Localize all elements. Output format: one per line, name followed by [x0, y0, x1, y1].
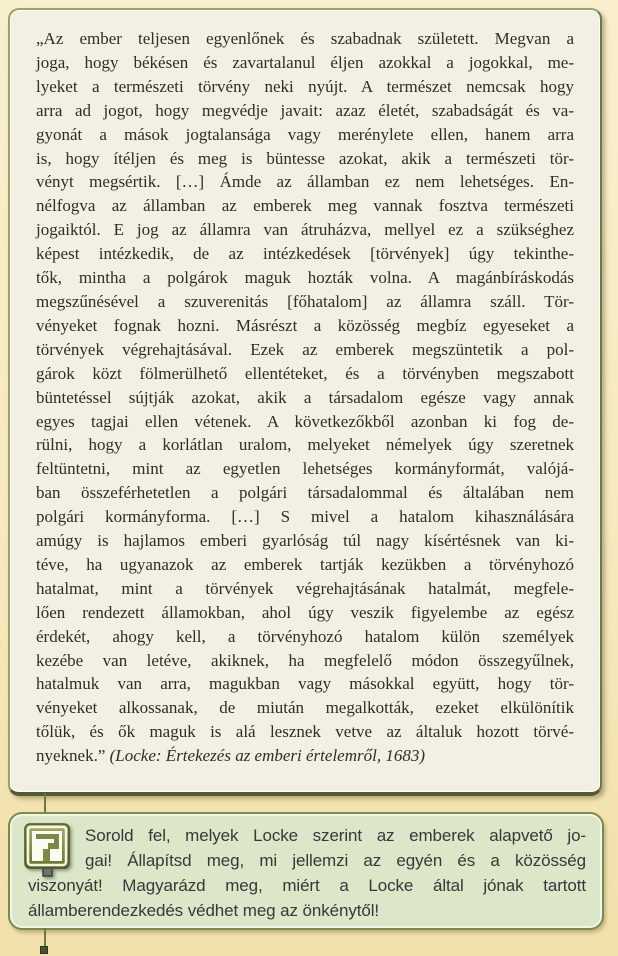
task-line: Sorold fel, melyek Locke szerint az emberek alapvető jo-	[85, 826, 586, 845]
quote-line: ban összeférhetetlen a polgári társadalommal és általában nem	[36, 483, 574, 503]
quote-line: feltüntetni, mint az egyetlen lehetséges kormányformát, valójá-	[36, 459, 574, 479]
quote-last-line	[36, 744, 574, 768]
quote-line: gárok közt fölmerülhető ellentéteket, és a törvényben megszabott	[36, 363, 574, 383]
quote-citation: (Locke: Értekezés az emberi értelemről, 1683)	[109, 746, 425, 766]
quote-line: lően rendezett államokban, ahol úgy veszik figyelembe az egész	[36, 602, 574, 622]
task-box	[8, 812, 604, 930]
connector-line-bottom	[44, 928, 46, 948]
quote-box	[8, 8, 602, 796]
quote-line: kezébe van letéve, akiknek, ha megfelelő módon összegyűlnek,	[36, 650, 574, 670]
task-line: viszonyát! Magyarázd meg, miért a Locke által jónak tartott	[28, 876, 586, 895]
quote-end: nyeknek.”	[36, 746, 110, 766]
quote-text	[36, 27, 574, 744]
quote-line: tőlük, és ők maguk is alá lesznek vetve az általuk hozott törvé-	[36, 722, 574, 742]
quote-line: hatalmuk van arra, magukban vagy másokkal együtt, hogy tör-	[36, 674, 574, 694]
task-line: államberendezkedés védhet meg az önkénytől!	[28, 901, 380, 920]
task-line: gai! Állapítsd meg, mi jellemzi az egyén és a közösség	[85, 851, 586, 870]
question-mark-icon	[24, 823, 72, 877]
quote-line: nélfogva az államban az emberek meg vannak fosztva természeti	[36, 196, 574, 216]
quote-line: tők, mintha a polgárok maguk hozták volna. A magánbíráskodás	[36, 268, 574, 288]
quote-line: büntetéssel sújtják azokat, akik a társadalom egésze vagy annak	[36, 387, 574, 407]
quote-line: vényt megsértik. […] Ámde az államban ez nem lehetséges. En-	[36, 172, 574, 192]
quote-line: jogaiktól. E jog az államra van átruházva, mellyel ez a szükséghez	[36, 220, 574, 240]
quote-line: képest intézkedik, de az intézkedések [törvények] úgy tekinthe-	[36, 244, 574, 264]
quote-line: téve, ha ugyanazok az emberek tartják kezükben a törvényhozó	[36, 554, 574, 574]
quote-line: lyeket a természeti törvény neki nyújt. A természet nemcsak hogy	[36, 76, 574, 96]
quote-line: is, hogy ítéljen és meg is büntesse azokat, akik a természeti tör-	[36, 148, 574, 168]
quote-line: amúgy is hajlamos emberi gyarlóság túl nagy kísértésnek van ki-	[36, 531, 574, 551]
quote-line: arra ad jogot, hogy megvédje javait: azaz életét, szabadságát és va-	[36, 100, 574, 120]
quote-line: joga, hogy békésen és zavartalanul éljen azokkal a jogokkal, me-	[36, 52, 574, 72]
quote-line: érdekét, ahogy kell, a törvényhozó hatalom külön személyek	[36, 626, 574, 646]
connector-dot	[40, 946, 48, 954]
quote-line: hatalmat, mint a törvények végrehajtásának hatalmát, megfele-	[36, 578, 574, 598]
quote-line: gyonát a mások jogtalansága vagy merénylete ellen, hanem arra	[36, 124, 574, 144]
quote-line: polgári kormányforma. […] S mivel a hatalom kihasználására	[36, 507, 574, 527]
quote-line: vényeket alkossanak, de miután megalkották, ezeket elkülönítik	[36, 698, 574, 718]
quote-line: egyes tagjai ellen vétenek. A következőkből azonban ki fog de-	[36, 411, 574, 431]
connector-line-top	[44, 793, 46, 813]
quote-line: vényeket fognak hozni. Másrészt a közösség megbíz egyeseket a	[36, 315, 574, 335]
quote-line: „Az ember teljesen egyenlőnek és szabadnak született. Megvan a	[36, 29, 574, 48]
task-text	[28, 823, 586, 923]
quote-line: megszűnésével a szuverenitás [főhatalom] az államra száll. Tör-	[36, 291, 574, 311]
quote-line: törvények végrehajtásával. Ezek az emberek megszüntetik a pol-	[36, 339, 574, 359]
quote-line: rülni, hogy a korlátlan uralom, melyeket némelyek úgy szeretnek	[36, 435, 574, 455]
